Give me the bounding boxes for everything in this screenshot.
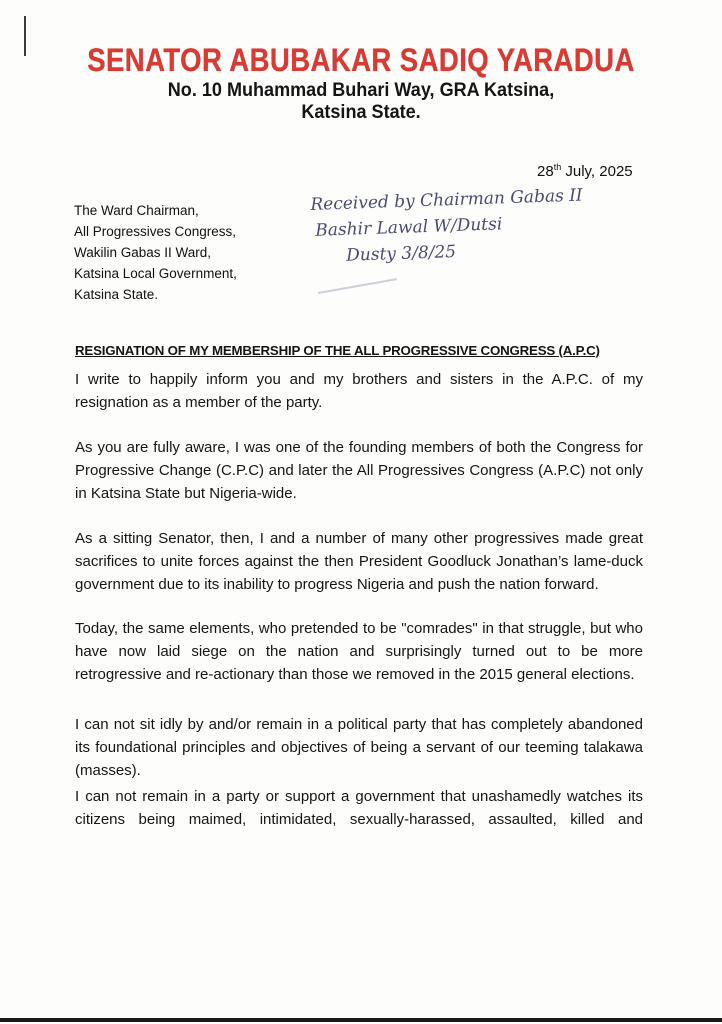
recipient-line: Wakilin Gabas II Ward, <box>74 245 212 260</box>
date-day: 28 <box>537 163 554 180</box>
body-paragraph: As a sitting Senator, then, I and a number of many other progressives made great sacrifices to unite forces against the then President Goodluck Jonathan’s lame-duck government due to its inability to progress Nigeria and push the nation forward. <box>75 530 643 593</box>
body-paragraph: I can not sit idly by and/or remain in a political party that has completely abandoned its foundational principles and objectives of being a servant of our teeming talakawa (masses). <box>75 716 643 779</box>
handwritten-line: Received by Chairman Gabas II <box>310 185 583 215</box>
recipient-line: Katsina State. <box>74 287 159 302</box>
letterhead-address-line-1: No. 10 Muhammad Buhari Way, GRA Katsina, <box>167 80 555 101</box>
handwritten-line: Bashir Lawal W/Dutsi <box>315 214 503 241</box>
recipient-line: All Progressives Congress, <box>74 224 237 239</box>
body-paragraph: I can not remain in a party or support a government that unashamedly watches its citizens being maimed, intimidated, sexually-harassed, assaulted, killed and <box>75 788 643 828</box>
recipient-line: The Ward Chairman, <box>74 203 199 218</box>
page-bottom-edge <box>0 1018 722 1022</box>
recipient-line: Katsina Local Government, <box>74 266 237 281</box>
recipient-address <box>74 200 237 305</box>
body-paragraph: As you are fully aware, I was one of the founding members of both the Congress for Progressive Change (C.P.C) and later the All Progressives Congress (A.P.C) not only in Katsina State but Nigeria-wide. <box>75 439 643 502</box>
letterhead-name: SENATOR ABUBAKAR SADIQ YARADUA <box>87 42 635 78</box>
letter-date <box>537 162 633 180</box>
body-paragraph: Today, the same elements, who pretended to be "comrades" in that struggle, but who have now laid siege on the nation and surprisingly turned out to be more retrogressive and re-actionary than those we removed in the 2015 general elections. <box>75 620 643 683</box>
handwritten-signature-date: Dusty 3/8/25 <box>345 241 457 266</box>
date-rest: July, 2025 <box>561 163 633 180</box>
date-suffix: th <box>553 162 562 172</box>
letterhead-address-line-2: Katsina State. <box>301 102 421 123</box>
margin-mark <box>24 16 26 56</box>
signature-stroke <box>318 278 397 294</box>
body-paragraph: I write to happily inform you and my brothers and sisters in the A.P.C. of my resignation as a member of the party. <box>75 371 643 411</box>
letter-subject-heading: RESIGNATION OF MY MEMBERSHIP OF THE ALL PROGRESSIVE CONGRESS (A.P.C) <box>75 343 600 358</box>
handwritten-receipt-note <box>310 182 585 269</box>
